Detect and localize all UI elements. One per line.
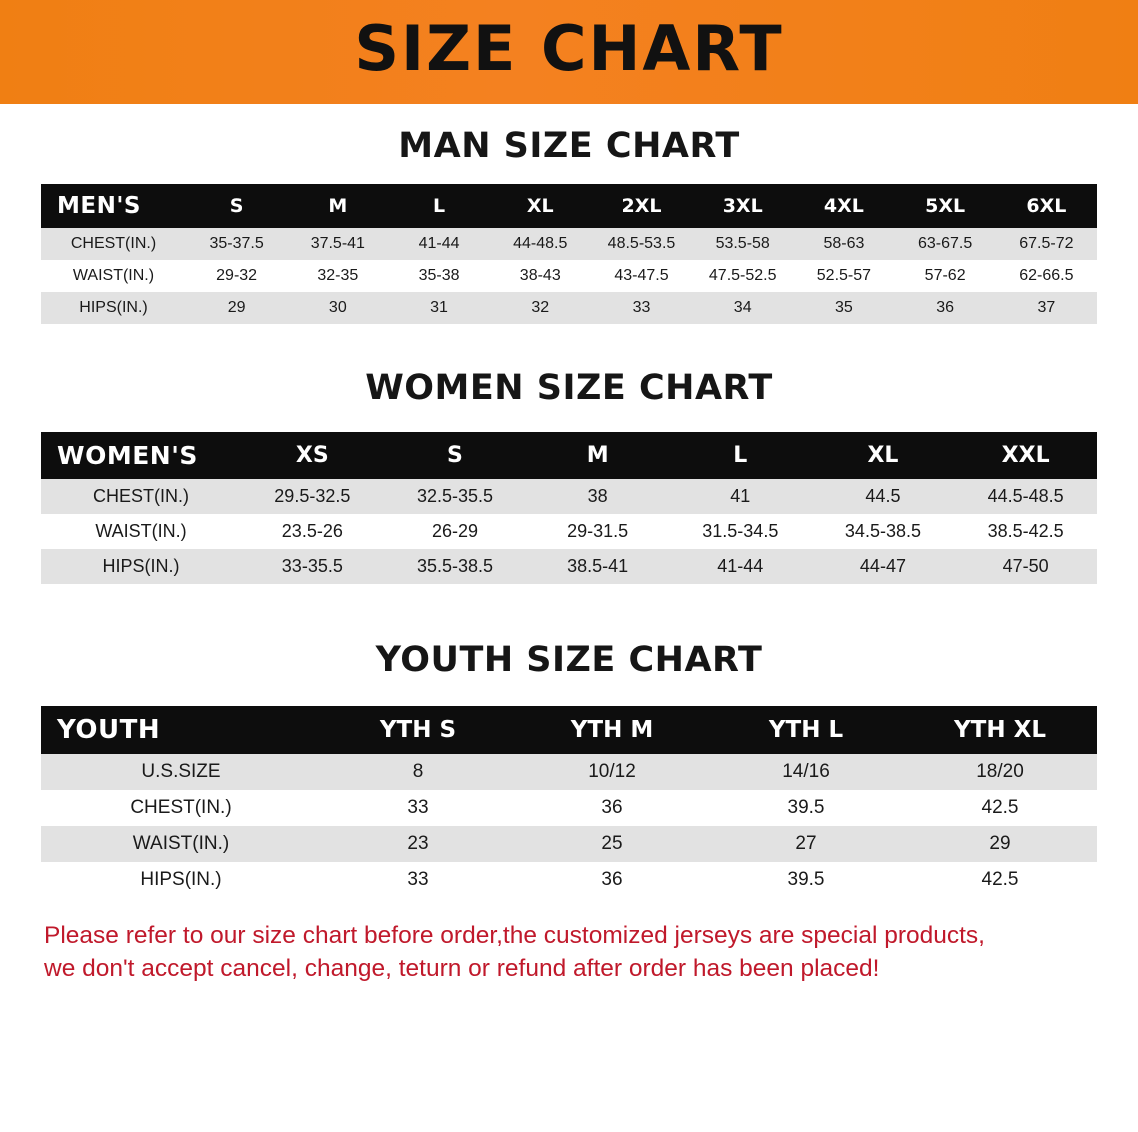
table-row [41,260,1097,292]
footer-note-line-2: we don't accept cancel, change, teturn or refund after order has been placed! [44,954,880,982]
women-table-wrap [0,432,1138,584]
table-cell: 44.5-48.5 [954,479,1097,514]
table-row [41,292,1097,324]
row-label: HIPS(IN.) [41,292,186,324]
table-row [41,514,1097,549]
table-cell: 23 [321,826,515,862]
table-cell: 38-43 [490,260,591,292]
table-cell: 36 [895,292,996,324]
table-cell: 41 [669,479,812,514]
row-label: HIPS(IN.) [41,862,321,898]
table-header-cell: YTH L [709,706,903,754]
table-header-cell: YTH XL [903,706,1097,754]
table-row [41,862,1097,898]
table-cell: 43-47.5 [591,260,692,292]
table-cell: 32-35 [287,260,388,292]
table-header-cell: 3XL [692,184,793,228]
row-label: WAIST(IN.) [41,260,186,292]
table-row [41,790,1097,826]
table-header-cell: S [186,184,287,228]
table-cell: 35-38 [388,260,489,292]
table-cell: 42.5 [903,862,1097,898]
table-cell: 33 [321,862,515,898]
youth-section-heading: YOUTH SIZE CHART [375,640,763,680]
table-cell: 27 [709,826,903,862]
table-cell: 42.5 [903,790,1097,826]
table-row [41,479,1097,514]
table-cell: 33 [321,790,515,826]
table-cell: 33-35.5 [241,549,384,584]
man-size-table [41,184,1097,324]
table-header-cell: 6XL [996,184,1097,228]
row-label: CHEST(IN.) [41,228,186,260]
table-header-cell: XL [490,184,591,228]
table-cell: 33 [591,292,692,324]
table-cell: 29 [903,826,1097,862]
women-section-heading: WOMEN SIZE CHART [365,368,773,408]
table-cell: 53.5-58 [692,228,793,260]
table-cell: 36 [515,790,709,826]
youth-size-table [41,706,1097,898]
table-cell: 35.5-38.5 [384,549,527,584]
row-label: CHEST(IN.) [41,479,241,514]
row-label: WAIST(IN.) [41,826,321,862]
youth-table-wrap [0,706,1138,898]
table-cell: 34 [692,292,793,324]
table-cell: 29 [186,292,287,324]
table-cell: 37.5-41 [287,228,388,260]
table-cell: 39.5 [709,790,903,826]
table-cell: 38 [526,479,669,514]
table-cell: 47-50 [954,549,1097,584]
table-header-cell: WOMEN'S [41,432,241,479]
table-header-cell: YTH M [515,706,709,754]
table-cell: 31.5-34.5 [669,514,812,549]
table-row [41,754,1097,790]
table-cell: 32 [490,292,591,324]
table-header-cell: M [287,184,388,228]
table-cell: 58-63 [793,228,894,260]
header-banner [0,0,1138,104]
table-header-cell: L [388,184,489,228]
table-header-row [41,706,1097,754]
table-cell: 35 [793,292,894,324]
table-cell: 35-37.5 [186,228,287,260]
table-header-row [41,184,1097,228]
row-label: HIPS(IN.) [41,549,241,584]
table-header-cell: XXL [954,432,1097,479]
table-cell: 41-44 [388,228,489,260]
table-header-cell: S [384,432,527,479]
table-header-cell: MEN'S [41,184,186,228]
table-header-cell: M [526,432,669,479]
table-cell: 37 [996,292,1097,324]
table-cell: 25 [515,826,709,862]
table-cell: 23.5-26 [241,514,384,549]
table-cell: 29-31.5 [526,514,669,549]
table-cell: 26-29 [384,514,527,549]
table-header-row [41,432,1097,479]
table-cell: 63-67.5 [895,228,996,260]
table-header-cell: XS [241,432,384,479]
table-cell: 30 [287,292,388,324]
table-cell: 29-32 [186,260,287,292]
table-cell: 38.5-41 [526,549,669,584]
table-cell: 38.5-42.5 [954,514,1097,549]
table-cell: 57-62 [895,260,996,292]
table-cell: 41-44 [669,549,812,584]
row-label: CHEST(IN.) [41,790,321,826]
footer-note [0,920,1138,986]
row-label: WAIST(IN.) [41,514,241,549]
man-section-heading: MAN SIZE CHART [398,126,740,166]
man-table-wrap [0,184,1138,324]
page-title: SIZE CHART [354,12,784,85]
table-cell: 31 [388,292,489,324]
table-cell: 34.5-38.5 [812,514,955,549]
table-cell: 10/12 [515,754,709,790]
table-header-cell: 4XL [793,184,894,228]
table-row [41,826,1097,862]
table-header-cell: 2XL [591,184,692,228]
table-cell: 14/16 [709,754,903,790]
table-header-cell: 5XL [895,184,996,228]
table-cell: 67.5-72 [996,228,1097,260]
women-size-table [41,432,1097,584]
table-cell: 18/20 [903,754,1097,790]
table-header-cell: YTH S [321,706,515,754]
table-cell: 44.5 [812,479,955,514]
footer-note-line-1: Please refer to our size chart before order,the customized jerseys are special products, [44,922,985,949]
table-cell: 8 [321,754,515,790]
row-label: U.S.SIZE [41,754,321,790]
table-header-cell: L [669,432,812,479]
table-cell: 32.5-35.5 [384,479,527,514]
table-cell: 36 [515,862,709,898]
table-cell: 52.5-57 [793,260,894,292]
table-cell: 39.5 [709,862,903,898]
table-cell: 48.5-53.5 [591,228,692,260]
table-header-cell: XL [812,432,955,479]
table-cell: 47.5-52.5 [692,260,793,292]
table-row [41,228,1097,260]
table-header-cell: YOUTH [41,706,321,754]
table-cell: 44-47 [812,549,955,584]
table-cell: 29.5-32.5 [241,479,384,514]
table-cell: 44-48.5 [490,228,591,260]
table-row [41,549,1097,584]
table-cell: 62-66.5 [996,260,1097,292]
